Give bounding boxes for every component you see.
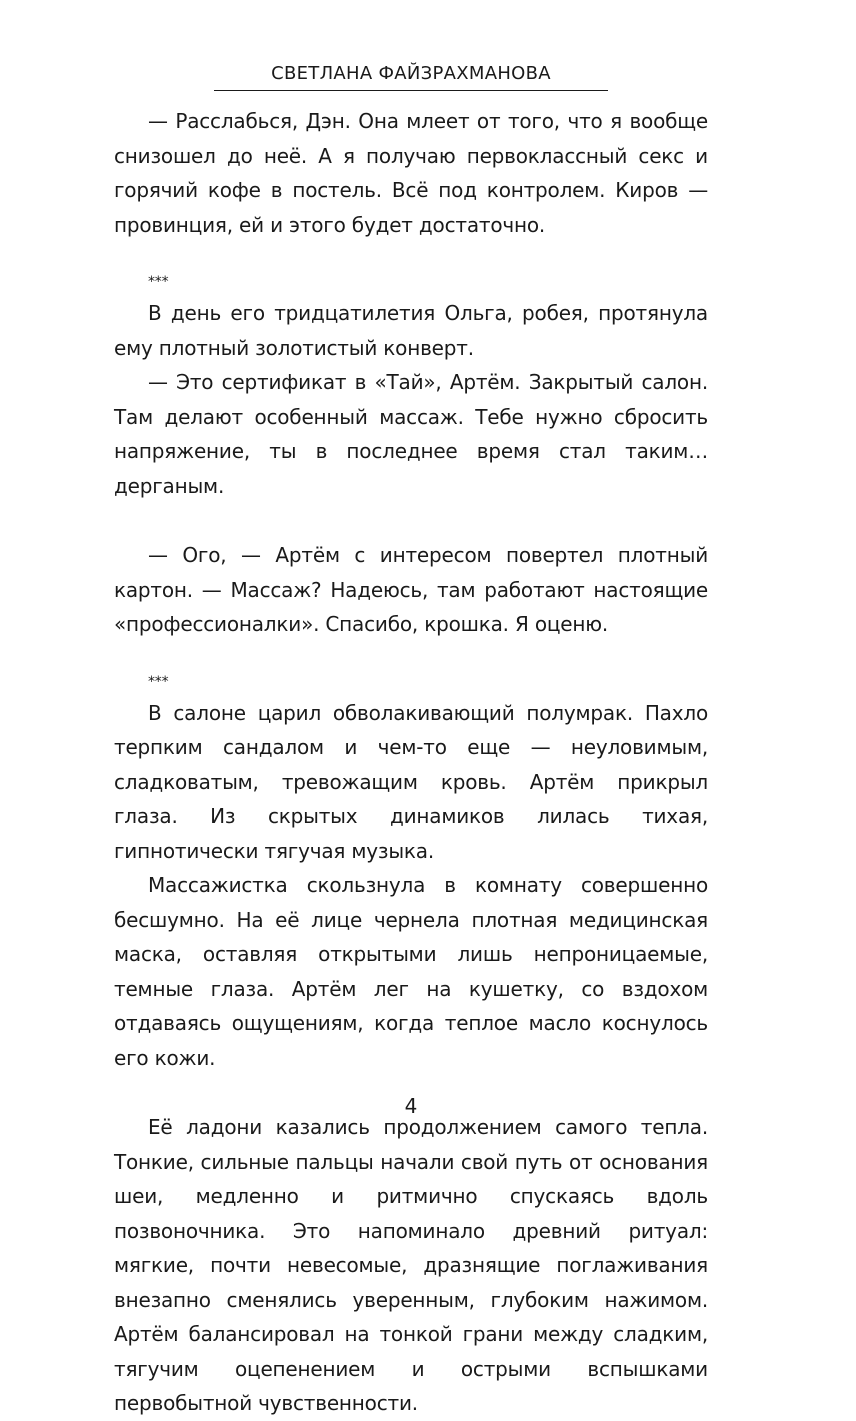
scene-separator: *** (148, 274, 169, 290)
paragraph-dialogue-artem: — Ого, — Артём с интересом повертел плотный картон. — Массаж? Надеюсь, там работают настоящие «профессионалки». Спасибо, крошка. Я оценю. (114, 543, 708, 636)
body-text (114, 104, 708, 1421)
paragraph-dialogue-certificate: — Это сертификат в «Тай», Артём. Закрытый салон. Там делают особенный массаж. Тебе нужно сбросить напряжение, ты в последнее время стал таким… дерганым. (114, 370, 708, 498)
paragraph-salon: В салоне царил обволакивающий полумрак. Пахло терпким сандалом и чем-то еще — неуловимым, сладковатым, тревожащим кровь. Артём прикрыл глаза. Из скрытых динамиков лилась тихая, гипнотически тягучая музыка. (114, 700, 708, 863)
paragraph-massage: Её ладони казались продолжением самого тепла. Тонкие, сильные пальцы начали свой путь от основания шеи, медленно и ритмично спускаясь вдоль позвоночника. Это напоминало древний ритуал: мягкие, почти невесомые, дразнящие поглаживания внезапно сменялись уверенным, глубоким нажимом. Артём балансировал на тонкой грани между сладким, тягучим оцепенением и острыми вспышками первобытной чувственности. (114, 1115, 708, 1415)
scene-separator: *** (148, 673, 169, 690)
running-header (214, 62, 608, 91)
author-name: СВЕТЛАНА ФАЙЗРАХМАНОВА (271, 63, 551, 84)
page-number: 4 (404, 1094, 418, 1118)
header-rule (214, 90, 608, 91)
paragraph-dialogue-dan: — Расслабься, Дэн. Она млеет от того, что я вообще снизошел до неё. А я получаю первоклассный секс и горячий кофе в постель. Всё под контролем. Киров — провинция, ей и этого будет достаточно. (114, 109, 708, 237)
paragraph-birthday: В день его тридцатилетия Ольга, робея, протянула ему плотный золотистый конверт. (114, 301, 708, 360)
paragraph-masseuse: Массажистка скользнула в комнату совершенно бесшумно. На её лице чернела плотная медицинская маска, оставляя открытыми лишь непроницаемые, темные глаза. Артём лег на кушетку, со вздохом отдаваясь ощущениям, когда теплое масло коснулось его кожи. (114, 873, 708, 1070)
